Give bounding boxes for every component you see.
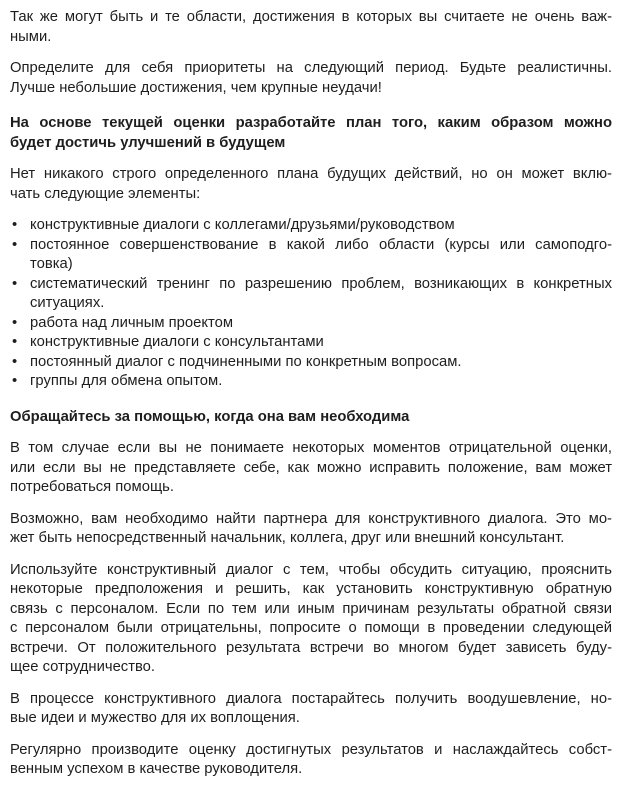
bullet-icon: • (12, 275, 18, 292)
list-item-text (30, 353, 612, 373)
text-line: встречи. От положительного результата встречи во многом будет зависеть буду- (10, 639, 612, 656)
list-item-text (30, 372, 612, 392)
list-item (10, 236, 612, 275)
text-line: конструктивные диалоги с консультантами (30, 334, 324, 350)
list-item-text (30, 314, 612, 334)
paragraph (10, 690, 612, 729)
list-item (10, 333, 612, 353)
text-line: или если вы не представляете себе, как можно исправить положение, вам может (10, 459, 612, 476)
bullet-icon: • (12, 314, 18, 331)
text-line: вые идеи и мужество для их воплощения. (10, 710, 300, 726)
text-line: Нет никакого строго определенного плана будущих действий, но он может вклю- (10, 166, 612, 182)
text-line: постоянное совершенствование в какой либо области (курсы или самоподго- (30, 236, 612, 253)
paragraph (10, 561, 612, 678)
list-item (10, 372, 612, 392)
text-line: с персоналом были отрицательны, попросите о помощи в проведении следующей (10, 620, 612, 636)
paragraph (10, 439, 612, 498)
text-line: Регулярно производите оценку достигнутых результатов и наслаждайтесь собст- (10, 741, 612, 758)
text-line: Лучше небольшие достижения, чем крупные неудачи! (10, 79, 382, 96)
bullet-icon: • (12, 334, 18, 350)
text-line: товка) (30, 256, 73, 272)
text-line: систематический тренинг по разрешению проблем, возникающих в конкретных (30, 275, 612, 292)
paragraph (10, 741, 612, 780)
heading-line: На основе текущей оценки разработайте план того, каким образом можно (10, 115, 612, 131)
text-line: чать следующие элементы: (10, 185, 201, 202)
paragraph (10, 8, 612, 47)
text-line: ситуациях. (30, 295, 105, 311)
heading-line: Обращайтесь за помощью, когда она вам необходима (10, 408, 410, 425)
text-line: В том случае если вы не понимаете некоторых моментов отрицательной оценки, (10, 440, 612, 456)
list-item (10, 353, 612, 373)
list-item (10, 216, 612, 236)
text-line: работа над личным проектом (30, 314, 233, 331)
section-heading (10, 408, 612, 428)
text-line: конструктивные диалоги с коллегами/друзьями/руководством (30, 217, 455, 233)
text-line: жет быть непосредственный начальник, коллега, друг или внешний консультант. (10, 530, 565, 546)
text-line: Возможно, вам необходимо найти партнера для конструктивного диалога. Это мо- (10, 510, 612, 527)
text-line: постоянный диалог с подчиненными по конкретным вопросам. (30, 353, 462, 370)
paragraph (10, 510, 612, 549)
text-line: В процессе конструктивного диалога постарайтесь получить воодушевление, но- (10, 690, 612, 707)
text-line: потребоваться помощь. (10, 479, 174, 495)
list-item-text (30, 275, 612, 314)
text-line: группы для обмена опытом. (30, 373, 223, 389)
text-line: щее сотрудничество. (10, 659, 156, 675)
list-item (10, 275, 612, 314)
bullet-list (10, 216, 612, 392)
bullet-icon: • (12, 353, 18, 370)
list-item-text (30, 333, 612, 353)
bullet-icon: • (12, 373, 18, 389)
list-item-text (30, 216, 612, 236)
text-line: Определите для себя приоритеты на следующий период. Будьте реалистичны. (10, 60, 612, 76)
list-item-text (30, 236, 612, 275)
section-heading (10, 114, 612, 153)
list-item (10, 314, 612, 334)
text-line: венным успехом в качестве руководителя. (10, 761, 303, 777)
text-line: Используйте конструктивный диалог с тем, чтобы обсудить ситуацию, прояснить (10, 561, 612, 578)
bullet-icon: • (12, 236, 18, 253)
bullet-icon: • (12, 217, 18, 233)
text-line: некоторые предположения и решить, как установить конструктивную обратную (10, 581, 612, 597)
text-line: ными. (10, 28, 52, 45)
text-line: связь с персоналом. Если по тем или иным причинам результаты обратной связи (10, 600, 612, 617)
paragraph (10, 165, 612, 204)
text-line: Так же могут быть и те области, достижения в которых вы считаете не очень важ- (10, 9, 612, 25)
paragraph (10, 59, 612, 98)
heading-line: будет достичь улучшений в будущем (10, 134, 286, 151)
